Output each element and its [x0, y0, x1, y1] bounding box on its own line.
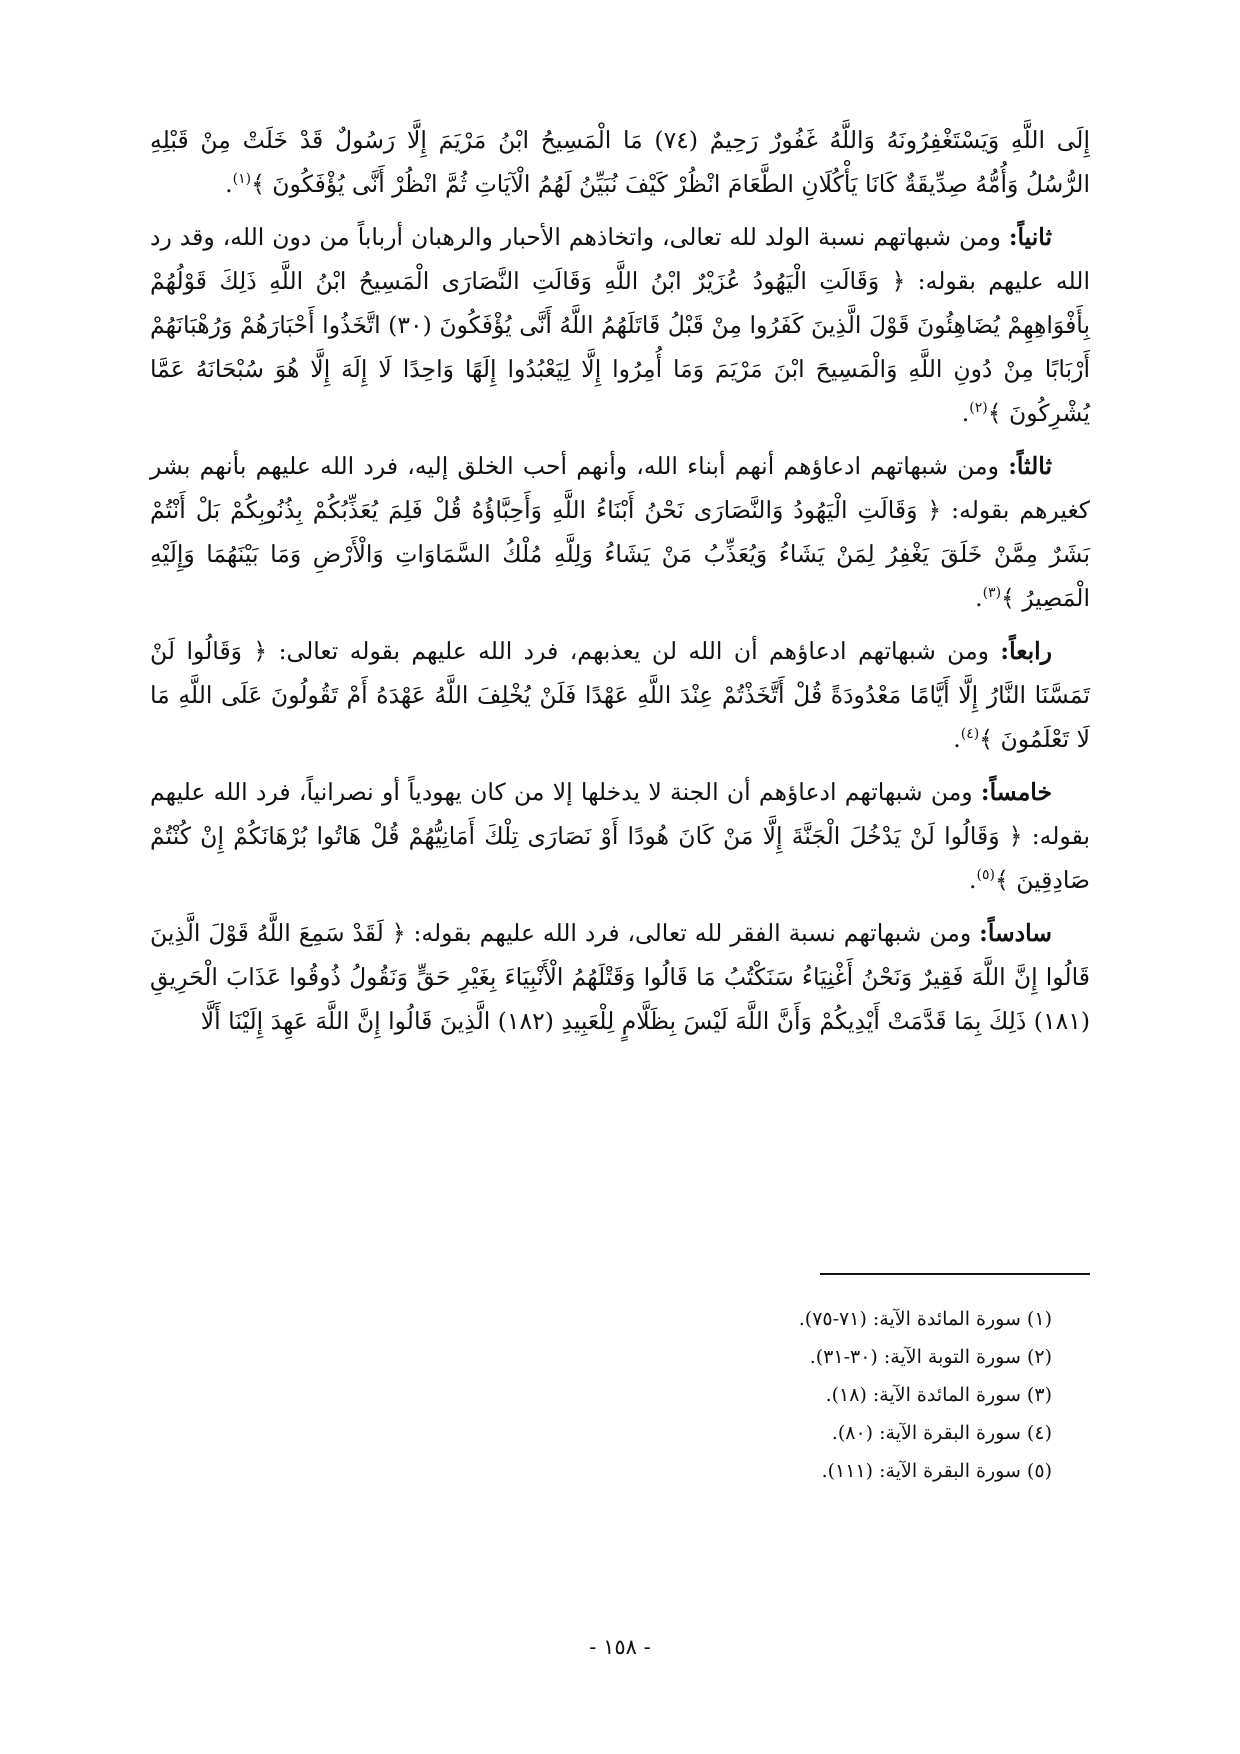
paragraph-2 [150, 215, 1090, 435]
footnote-divider [820, 1273, 1090, 1275]
paragraph-4 [150, 629, 1090, 761]
paragraph-text: ومن شبهاتهم ادعاؤهم أنهم أبناء الله، وأنهم أحب الخلق إليه، فرد الله عليهم بأنهم بشر كغيرهم بقوله: ﴿ وَقَالَتِ الْيَهُودُ وَالنَّصَارَى نَحْنُ أَبْنَاءُ اللَّهِ وَأَحِبَّاؤُهُ قُلْ فَلِمَ يُعَذِّبُكُمْ بِذُنُوبِكُمْ بَلْ أَنْتُمْ بَشَرٌ مِمَّنْ خَلَقَ يَغْفِرُ لِمَنْ يَشَاءُ وَيُعَذِّبُ مَنْ يَشَاءُ وَلِلَّهِ مُلْكُ السَّمَاوَاتِ وَالْأَرْضِ وَمَا بَيْنَهُمَا وَإِلَيْهِ الْمَصِيرُ ﴾ [150, 452, 1091, 612]
paragraph-text: ومن شبهاتهم نسبة الفقر لله تعالى، فرد الله عليهم بقوله: ﴿ لَقَدْ سَمِعَ اللَّهُ قَوْلَ الَّذِينَ قَالُوا إِنَّ اللَّهَ فَقِيرٌ وَنَحْنُ أَغْنِيَاءُ سَنَكْتُبُ مَا قَالُوا وَقَتْلَهُمُ الْأَنْبِيَاءَ بِغَيْرِ حَقٍّ وَنَقُولُ ذُوقُوا عَذَابَ الْحَرِيقِ (١٨١) ذَلِكَ بِمَا قَدَّمَتْ أَيْدِيكُمْ وَأَنَّ اللَّهَ لَيْسَ بِظَلَّامٍ لِلْعَبِيدِ (١٨٢) الَّذِينَ قَالُوا إِنَّ اللَّهَ عَهِدَ إِلَيْنَا أَلَّا [150, 919, 1090, 1035]
paragraph-5 [150, 770, 1090, 902]
paragraph-lead: رابعاً: [1000, 637, 1052, 665]
paragraph-lead: ثالثاً: [1008, 452, 1052, 480]
footnote-3: (٣) سورة المائدة الآية: (١٨). [825, 1384, 1052, 1406]
footnote-4: (٤) سورة البقرة الآية: (٨٠). [831, 1422, 1052, 1444]
footnote-ref[interactable]: (٢) [969, 400, 988, 417]
paragraph-tail: . [953, 725, 961, 753]
paragraph-tail: . [969, 866, 977, 894]
paragraph-tail: . [975, 584, 983, 612]
paragraph-1 [150, 118, 1090, 206]
footnote-2: (٢) سورة التوبة الآية: (٣٠-٣١). [809, 1346, 1052, 1368]
footnote-5: (٥) سورة البقرة الآية: (١١١). [821, 1460, 1052, 1482]
footnote-list [799, 1300, 1090, 1490]
footnote-ref[interactable]: (١) [232, 171, 252, 188]
paragraph-lead: خامساً: [980, 778, 1052, 806]
footnote-ref[interactable]: (٣) [982, 585, 1002, 602]
paragraph-text: ومن شبهاتهم ادعاؤهم أن الله لن يعذبهم، فرد الله عليهم بقوله تعالى: ﴿ وَقَالُوا لَنْ تَمَسَّنَا النَّارُ إِلَّا أَيَّامًا مَعْدُودَةً قُلْ أَتَّخَذْتُمْ عِنْدَ اللَّهِ عَهْدًا فَلَنْ يُخْلِفَ اللَّهُ عَهْدَهُ أَمْ تَقُولُونَ عَلَى اللَّهِ مَا لَا تَعْلَمُونَ ﴾ [150, 637, 1090, 753]
paragraph-tail: . [225, 170, 233, 198]
footnote-1: (١) سورة المائدة الآية: (٧١-٧٥). [798, 1308, 1052, 1330]
page-body [150, 118, 1090, 1052]
footnote-ref[interactable]: (٥) [976, 867, 995, 884]
paragraph-lead: ثانياً: [1008, 223, 1052, 251]
paragraph-3 [150, 444, 1090, 620]
footnote-ref[interactable]: (٤) [960, 726, 980, 743]
paragraph-lead: سادساً: [979, 919, 1052, 947]
paragraph-text: ومن شبهاتهم نسبة الولد لله تعالى، واتخاذهم الأحبار والرهبان أرباباً من دون الله، وقد رد الله عليهم بقوله: ﴿ وَقَالَتِ الْيَهُودُ عُزَيْرٌ ابْنُ اللَّهِ وَقَالَتِ النَّصَارَى الْمَسِيحُ ابْنُ اللَّهِ ذَلِكَ قَوْلُهُمْ بِأَفْوَاهِهِمْ يُضَاهِئُونَ قَوْلَ الَّذِينَ كَفَرُوا مِنْ قَبْلُ قَاتَلَهُمُ اللَّهُ أَنَّى يُؤْفَكُونَ (٣٠) اتَّخَذُوا أَحْبَارَهُمْ وَرُهْبَانَهُمْ أَرْبَابًا مِنْ دُونِ اللَّهِ وَالْمَسِيحَ ابْنَ مَرْيَمَ وَمَا أُمِرُوا إِلَّا لِيَعْبُدُوا إِلَهًا وَاحِدًا لَا إِلَهَ إِلَّا هُوَ سُبْحَانَهُ عَمَّا يُشْرِكُونَ ﴾ [150, 223, 1091, 427]
paragraph-text: إِلَى اللَّهِ وَيَسْتَغْفِرُونَهُ وَاللَّهُ غَفُورٌ رَحِيمٌ (٧٤) مَا الْمَسِيحُ ابْنُ مَرْيَمَ إِلَّا رَسُولٌ قَدْ خَلَتْ مِنْ قَبْلِهِ الرُّسُلُ وَأُمُّهُ صِدِّيقَةٌ كَانَا يَأْكُلَانِ الطَّعَامَ انْظُرْ كَيْفَ نُبَيِّنُ لَهُمُ الْآيَاتِ ثُمَّ انْظُرْ أَنَّى يُؤْفَكُونَ ﴾ [150, 126, 1090, 198]
paragraph-6 [150, 911, 1090, 1043]
paragraph-text: ومن شبهاتهم ادعاؤهم أن الجنة لا يدخلها إلا من كان يهودياً أو نصرانياً، فرد الله عليهم بقوله: ﴿ وَقَالُوا لَنْ يَدْخُلَ الْجَنَّةَ إِلَّا مَنْ كَانَ هُودًا أَوْ نَصَارَى تِلْكَ أَمَانِيُّهُمْ قُلْ هَاتُوا بُرْهَانَكُمْ إِنْ كُنْتُمْ صَادِقِينَ ﴾ [150, 778, 1090, 894]
paragraph-tail: . [961, 399, 970, 427]
page-number: - ١٥٨ - [589, 1635, 651, 1659]
